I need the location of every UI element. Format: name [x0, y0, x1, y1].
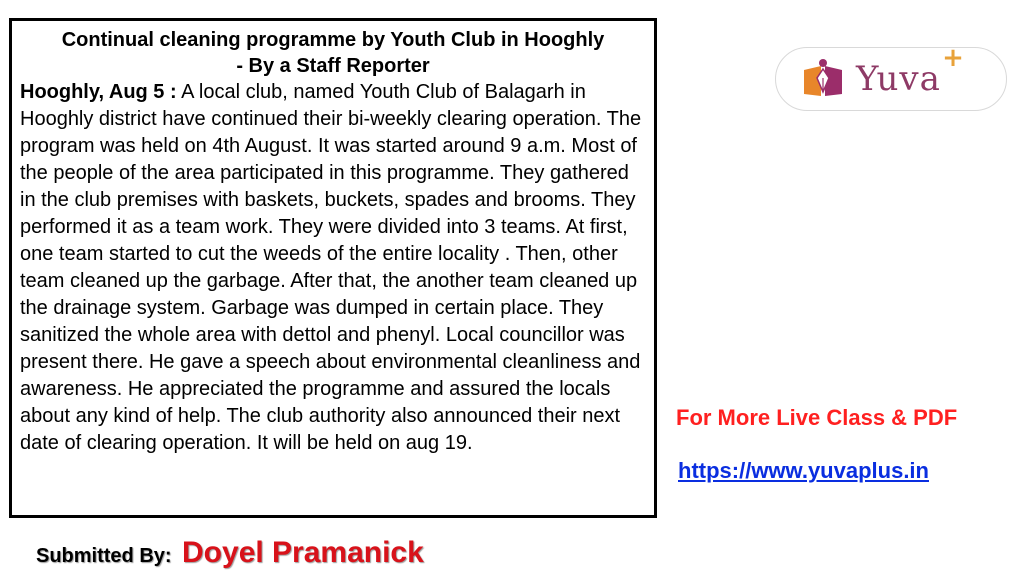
logo-plus: +	[942, 43, 965, 73]
headline-byline: - By a Staff Reporter	[236, 55, 430, 77]
submitted-by	[36, 536, 424, 570]
article-dateline: Hooghly, Aug 5 :	[20, 81, 177, 103]
article-body	[20, 79, 646, 457]
author-name: Doyel Pramanick	[182, 536, 424, 569]
logo-wordmark: Yuva +	[856, 43, 965, 99]
article-headline	[20, 27, 646, 79]
submitted-by-label: Submitted By:	[36, 545, 172, 567]
article-box	[9, 18, 657, 518]
website-link[interactable]: https://www.yuvaplus.in	[678, 458, 929, 483]
article-text: A local club, named Youth Club of Balagarh in Hooghly district have continued their bi-weekly clearing operation. The program was held on 4th August. It was started around 9 a.m. Most of the people of the area participated in this programme. They gathered in the club premises with baskets, buckets, spades and brooms. They performed it as a team work. They were divided into 3 teams. At first, one team started to cut the weeds of the entire locality . Then, other team cleaned up the garbage. After that, the another team cleaned up the drainage system. Garbage was dumped in certain place. They sanitized the whole area with dettol and phenyl. Local councillor was present there. He gave a speech about environmental cleanliness and awareness. He appreciated the programme and assured the locals about any kind of help. The club authority also announced their next date of clearing operation. It will be held on aug 19.	[20, 81, 642, 454]
headline-title: Continual cleaning programme by Youth Club in Hooghly	[61, 29, 605, 51]
promo-text: For More Live Class & PDF	[676, 405, 958, 430]
pen-nib-book-icon	[800, 56, 846, 102]
yuva-logo[interactable]	[775, 43, 1007, 111]
